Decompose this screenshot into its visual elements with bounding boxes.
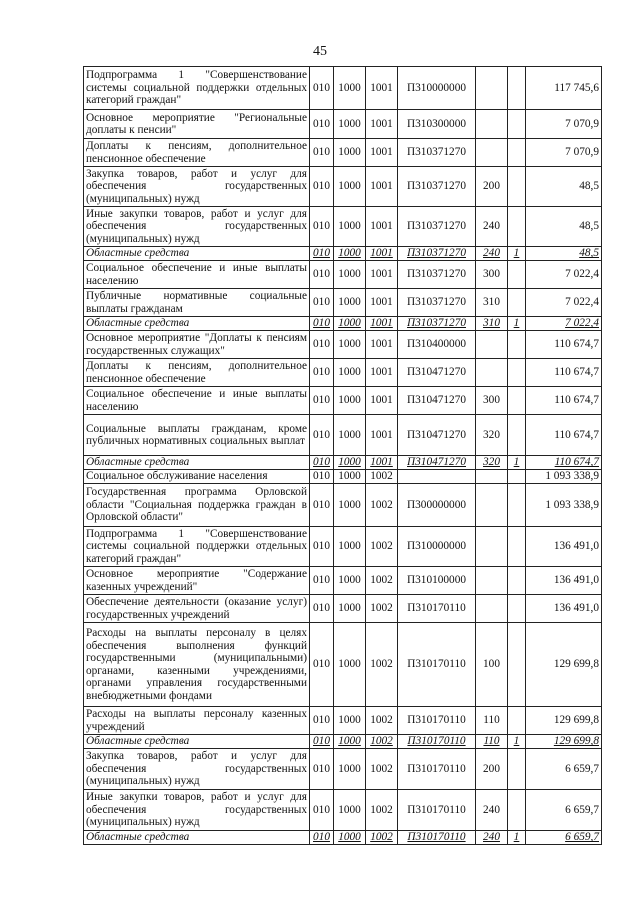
row-name-cell: Областные средства [84,456,310,470]
target-article-cell: П300000000 [398,484,476,527]
table-row [84,470,602,484]
amount-cell: 6 659,7 [526,790,602,831]
row-name-cell: Подпрограмма 1 "Совершенствование системы социальной поддержки отдельных категорий граждан" [84,67,310,110]
amount-cell: 136 491,0 [526,527,602,567]
target-article-cell: П310170110 [398,790,476,831]
funding-source-cell [508,527,526,567]
amount-cell: 48,5 [526,207,602,247]
target-article-cell: П310371270 [398,289,476,317]
expense-type-cell: 300 [476,261,508,289]
amount-cell: 7 022,4 [526,289,602,317]
section-code-cell: 1000 [334,331,366,359]
expense-type-cell: 240 [476,790,508,831]
funding-source-cell: 1 [508,831,526,845]
expense-type-cell: 240 [476,207,508,247]
amount-cell: 110 674,7 [526,415,602,456]
funding-source-cell: 1 [508,317,526,331]
ministry-code-cell: 010 [310,595,334,623]
funding-source-cell [508,110,526,139]
ministry-code-cell: 010 [310,790,334,831]
row-name-cell: Закупка товаров, работ и услуг для обеспечения государственных (муниципальных) нужд [84,167,310,207]
expense-type-cell: 240 [476,831,508,845]
target-article-cell: П310000000 [398,527,476,567]
section-code-cell: 1000 [334,831,366,845]
subsection-code-cell: 1001 [366,261,398,289]
table-row [84,359,602,387]
amount-cell: 48,5 [526,167,602,207]
ministry-code-cell: 010 [310,387,334,415]
expense-type-cell: 320 [476,415,508,456]
ministry-code-cell: 010 [310,470,334,484]
amount-cell: 7 070,9 [526,139,602,167]
target-article-cell: П310371270 [398,139,476,167]
row-name-cell: Основное мероприятие "Доплаты к пенсиям государственных служащих" [84,331,310,359]
expense-type-cell [476,359,508,387]
funding-source-cell [508,167,526,207]
subsection-code-cell: 1002 [366,790,398,831]
target-article-cell: П310170110 [398,623,476,707]
section-code-cell: 1000 [334,527,366,567]
expense-type-cell: 310 [476,317,508,331]
section-code-cell: 1000 [334,749,366,790]
amount-cell: 110 674,7 [526,359,602,387]
section-code-cell: 1000 [334,67,366,110]
ministry-code-cell: 010 [310,139,334,167]
row-name-cell: Доплаты к пенсиям, дополнительное пенсионное обеспечение [84,139,310,167]
row-name-cell: Социальное обслуживание населения [84,470,310,484]
subsection-code-cell: 1001 [366,247,398,261]
ministry-code-cell: 010 [310,484,334,527]
subsection-code-cell: 1002 [366,707,398,735]
table-row [84,415,602,456]
subsection-code-cell: 1002 [366,470,398,484]
section-code-cell: 1000 [334,735,366,749]
row-name-cell: Иные закупки товаров, работ и услуг для обеспечения государственных (муниципальных) нужд [84,207,310,247]
expense-type-cell [476,67,508,110]
funding-source-cell [508,623,526,707]
section-code-cell: 1000 [334,470,366,484]
section-code-cell: 1000 [334,456,366,470]
amount-cell: 6 659,7 [526,749,602,790]
amount-cell: 1 093 338,9 [526,470,602,484]
expense-type-cell: 300 [476,387,508,415]
section-code-cell: 1000 [334,261,366,289]
section-code-cell: 1000 [334,623,366,707]
row-name-cell: Областные средства [84,735,310,749]
ministry-code-cell: 010 [310,415,334,456]
target-article-cell: П310371270 [398,261,476,289]
funding-source-cell [508,484,526,527]
section-code-cell: 1000 [334,289,366,317]
expense-type-cell: 110 [476,735,508,749]
subsection-code-cell: 1002 [366,567,398,595]
row-name-cell: Основное мероприятие "Содержание казенных учреждений" [84,567,310,595]
target-article-cell: П310300000 [398,110,476,139]
row-name-cell: Областные средства [84,317,310,331]
table-body [84,67,602,845]
funding-source-cell [508,289,526,317]
expense-type-cell: 110 [476,707,508,735]
amount-cell: 117 745,6 [526,67,602,110]
expense-type-cell [476,595,508,623]
row-name-cell: Социальные выплаты гражданам, кроме публичных нормативных социальных выплат [84,415,310,456]
ministry-code-cell: 010 [310,567,334,595]
target-article-cell: П310100000 [398,567,476,595]
row-name-cell: Доплаты к пенсиям, дополнительное пенсионное обеспечение [84,359,310,387]
funding-source-cell [508,67,526,110]
table-row [84,139,602,167]
expense-type-cell: 200 [476,749,508,790]
amount-cell: 129 699,8 [526,735,602,749]
row-name-cell: Социальное обеспечение и иные выплаты населению [84,261,310,289]
subsection-code-cell: 1001 [366,167,398,207]
subsection-code-cell: 1002 [366,527,398,567]
amount-cell: 48,5 [526,247,602,261]
subsection-code-cell: 1002 [366,484,398,527]
ministry-code-cell: 010 [310,831,334,845]
amount-cell: 129 699,8 [526,623,602,707]
ministry-code-cell: 010 [310,289,334,317]
table-row [84,67,602,110]
subsection-code-cell: 1001 [366,359,398,387]
ministry-code-cell: 010 [310,456,334,470]
subsection-code-cell: 1001 [366,415,398,456]
subsection-code-cell: 1002 [366,623,398,707]
row-name-cell: Областные средства [84,247,310,261]
target-article-cell: П310170110 [398,749,476,790]
subsection-code-cell: 1002 [366,595,398,623]
expense-type-cell: 100 [476,623,508,707]
ministry-code-cell: 010 [310,110,334,139]
expense-type-cell [476,139,508,167]
subsection-code-cell: 1001 [366,289,398,317]
target-article-cell: П310170110 [398,595,476,623]
table-row [84,707,602,735]
table-row [84,749,602,790]
funding-source-cell [508,207,526,247]
table-row [84,567,602,595]
subsection-code-cell: 1001 [366,317,398,331]
subsection-code-cell: 1001 [366,67,398,110]
ministry-code-cell: 010 [310,67,334,110]
table-row [84,387,602,415]
table-row [84,110,602,139]
ministry-code-cell: 010 [310,331,334,359]
subsection-code-cell: 1001 [366,110,398,139]
funding-source-cell [508,261,526,289]
expense-type-cell [476,567,508,595]
target-article-cell [398,470,476,484]
funding-source-cell [508,359,526,387]
funding-source-cell [508,595,526,623]
funding-source-cell [508,470,526,484]
row-name-cell: Иные закупки товаров, работ и услуг для обеспечения государственных (муниципальных) нужд [84,790,310,831]
table-row [84,735,602,749]
section-code-cell: 1000 [334,317,366,331]
target-article-cell: П310471270 [398,456,476,470]
ministry-code-cell: 010 [310,167,334,207]
table-row [84,247,602,261]
budget-table [83,66,602,845]
ministry-code-cell: 010 [310,527,334,567]
ministry-code-cell: 010 [310,707,334,735]
target-article-cell: П310371270 [398,167,476,207]
row-name-cell: Социальное обеспечение и иные выплаты населению [84,387,310,415]
section-code-cell: 1000 [334,707,366,735]
ministry-code-cell: 010 [310,623,334,707]
section-code-cell: 1000 [334,359,366,387]
funding-source-cell [508,331,526,359]
target-article-cell: П310170110 [398,831,476,845]
funding-source-cell [508,387,526,415]
section-code-cell: 1000 [334,167,366,207]
table-row [84,831,602,845]
table-row [84,207,602,247]
ministry-code-cell: 010 [310,735,334,749]
row-name-cell: Подпрограмма 1 "Совершенствование системы социальной поддержки отдельных категорий граждан" [84,527,310,567]
amount-cell: 110 674,7 [526,456,602,470]
amount-cell: 1 093 338,9 [526,484,602,527]
ministry-code-cell: 010 [310,261,334,289]
row-name-cell: Обеспечение деятельности (оказание услуг) государственных учреждений [84,595,310,623]
section-code-cell: 1000 [334,247,366,261]
amount-cell: 7 070,9 [526,110,602,139]
funding-source-cell [508,749,526,790]
target-article-cell: П310471270 [398,415,476,456]
target-article-cell: П310170110 [398,707,476,735]
table-row [84,790,602,831]
ministry-code-cell: 010 [310,749,334,790]
expense-type-cell [476,470,508,484]
funding-source-cell [508,139,526,167]
amount-cell: 6 659,7 [526,831,602,845]
subsection-code-cell: 1001 [366,331,398,359]
section-code-cell: 1000 [334,139,366,167]
row-name-cell: Государственная программа Орловской области "Социальная поддержка граждан в Орловской области" [84,484,310,527]
subsection-code-cell: 1001 [366,139,398,167]
target-article-cell: П310371270 [398,247,476,261]
subsection-code-cell: 1001 [366,456,398,470]
expense-type-cell: 310 [476,289,508,317]
section-code-cell: 1000 [334,207,366,247]
target-article-cell: П310471270 [398,359,476,387]
ministry-code-cell: 010 [310,247,334,261]
section-code-cell: 1000 [334,387,366,415]
row-name-cell: Закупка товаров, работ и услуг для обеспечения государственных (муниципальных) нужд [84,749,310,790]
amount-cell: 136 491,0 [526,595,602,623]
funding-source-cell [508,790,526,831]
table-row [84,527,602,567]
subsection-code-cell: 1002 [366,749,398,790]
subsection-code-cell: 1001 [366,387,398,415]
table-row [84,331,602,359]
table-row [84,167,602,207]
table-row [84,317,602,331]
funding-source-cell: 1 [508,456,526,470]
row-name-cell: Расходы на выплаты персоналу казенных учреждений [84,707,310,735]
expense-type-cell [476,527,508,567]
section-code-cell: 1000 [334,110,366,139]
target-article-cell: П310471270 [398,387,476,415]
funding-source-cell [508,567,526,595]
ministry-code-cell: 010 [310,317,334,331]
section-code-cell: 1000 [334,415,366,456]
funding-source-cell [508,415,526,456]
target-article-cell: П310371270 [398,207,476,247]
row-name-cell: Областные средства [84,831,310,845]
expense-type-cell: 320 [476,456,508,470]
expense-type-cell [476,110,508,139]
table-row [84,484,602,527]
amount-cell: 7 022,4 [526,261,602,289]
row-name-cell: Основное мероприятие "Региональные доплаты к пенсии" [84,110,310,139]
amount-cell: 129 699,8 [526,707,602,735]
section-code-cell: 1000 [334,484,366,527]
amount-cell: 136 491,0 [526,567,602,595]
funding-source-cell: 1 [508,735,526,749]
table-row [84,456,602,470]
subsection-code-cell: 1002 [366,735,398,749]
target-article-cell: П310400000 [398,331,476,359]
table-row [84,289,602,317]
amount-cell: 110 674,7 [526,387,602,415]
section-code-cell: 1000 [334,595,366,623]
subsection-code-cell: 1002 [366,831,398,845]
amount-cell: 7 022,4 [526,317,602,331]
expense-type-cell: 200 [476,167,508,207]
amount-cell: 110 674,7 [526,331,602,359]
table-row [84,261,602,289]
table-row [84,595,602,623]
ministry-code-cell: 010 [310,207,334,247]
funding-source-cell: 1 [508,247,526,261]
section-code-cell: 1000 [334,790,366,831]
expense-type-cell [476,484,508,527]
target-article-cell: П310170110 [398,735,476,749]
target-article-cell: П310371270 [398,317,476,331]
expense-type-cell: 240 [476,247,508,261]
ministry-code-cell: 010 [310,359,334,387]
expense-type-cell [476,331,508,359]
funding-source-cell [508,707,526,735]
target-article-cell: П310000000 [398,67,476,110]
subsection-code-cell: 1001 [366,207,398,247]
table-row [84,623,602,707]
row-name-cell: Расходы на выплаты персоналу в целях обеспечения выполнения функций государственными (муниципальными) органами, казенными учреждениями, органами управления государственными внебюджетными фондами [84,623,310,707]
section-code-cell: 1000 [334,567,366,595]
page-number: 45 [313,44,327,59]
row-name-cell: Публичные нормативные социальные выплаты гражданам [84,289,310,317]
